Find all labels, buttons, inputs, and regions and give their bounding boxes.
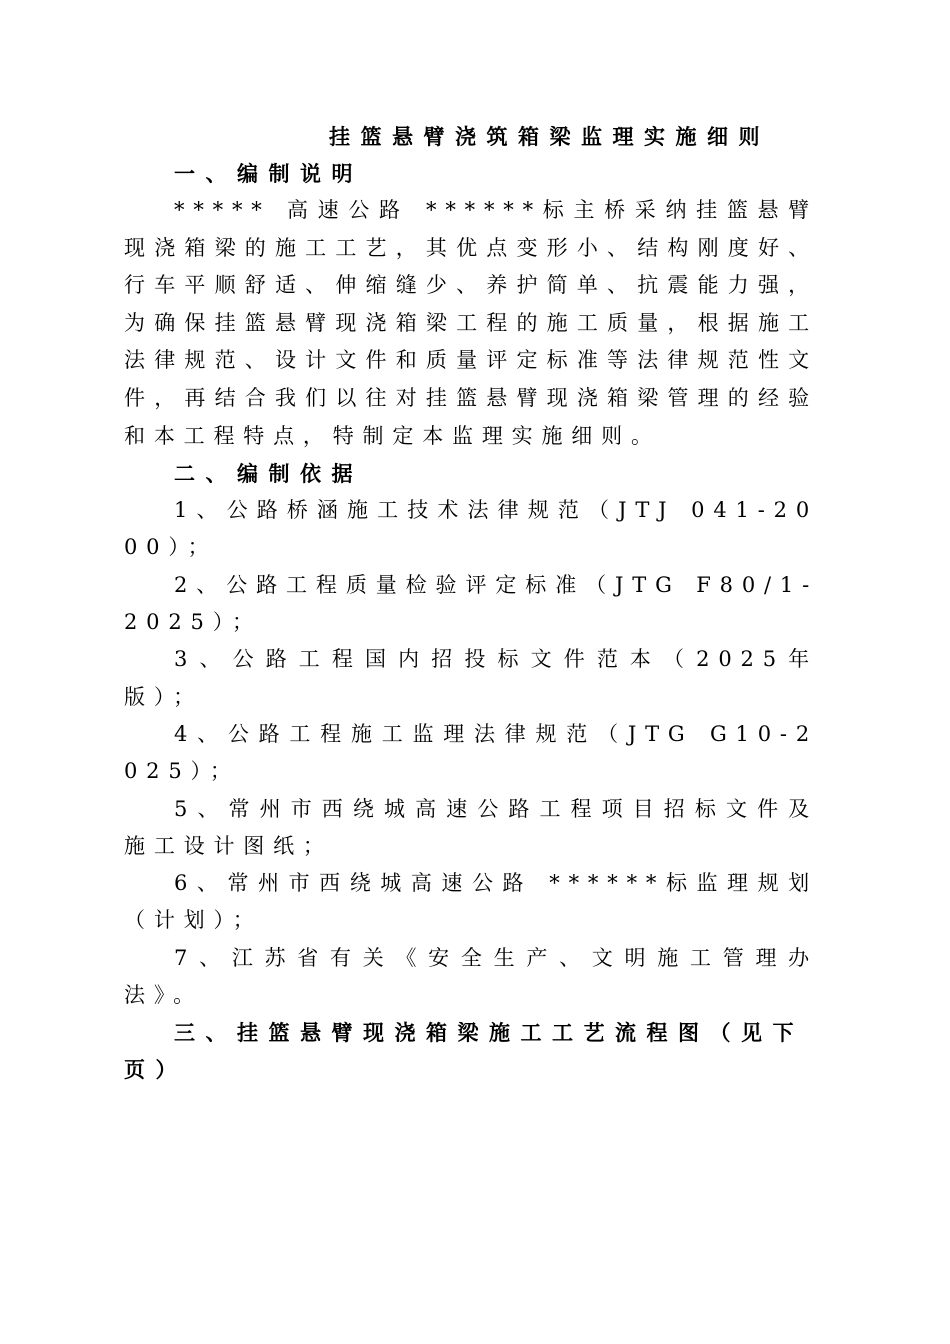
section-heading-basis: 二、编制依据 [174,461,363,487]
document-page [124,118,818,1088]
basis-item: 3、公路工程国内招投标文件范本（2025年版）； [124,647,818,709]
section-heading-flowchart: 三、挂篮悬臂现浇箱梁施工工艺流程图（见下页） [124,1020,804,1083]
basis-item: 7、江苏省有关《安全生产、文明施工管理办法》。 [124,945,818,1008]
basis-item: 4、公路工程施工监理法律规范（JTG G10-2025）； [124,721,818,784]
basis-item: 5、常州市西绕城高速公路工程项目招标文件及施工设计图纸； [124,796,818,858]
section-body-explanation: ***** 高速公路 ******标主桥采纳挂篮悬臂现浇箱梁的施工工艺，其优点变形小、结构刚度好、行车平顺舒适、伸缩缝少、养护简单、抗震能力强，为确保挂篮悬臂现浇箱梁工程的施工质量，根据施工法律规范、设计文件和质量评定标准等法律规范性文件，再结合我们以往对挂篮悬臂现浇箱梁管理的经验和本工程特点，特制定本监理实施细则。 [124,198,818,448]
document-title: 挂篮悬臂浇筑箱梁监理实施细则 [329,124,770,149]
basis-item: 1、公路桥涵施工技术法律规范（JTJ 041-2000）； [124,498,818,560]
section-heading-explanation: 一、编制说明 [174,161,363,186]
basis-item: 6、常州市西绕城高速公路 ******标监理规划（计划）； [124,871,818,933]
basis-item: 2、公路工程质量检验评定标准（JTG F80/1-2025）； [124,572,818,635]
